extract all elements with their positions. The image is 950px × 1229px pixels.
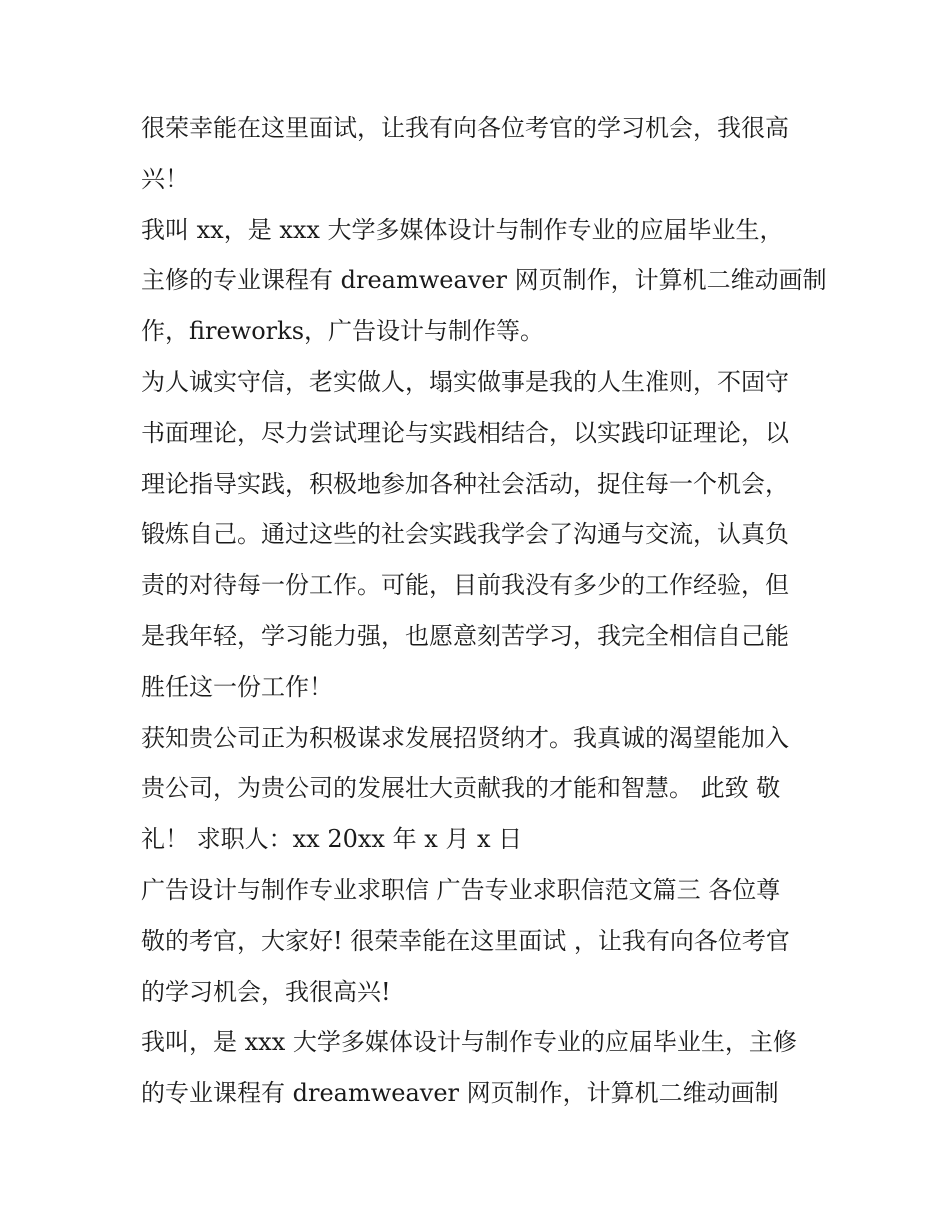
text-line: 敬的考官，大家好! 很荣幸能在这里面试 ，让我有向各位考官 (141, 926, 790, 955)
text-line: 广告设计与制作专业求职信 广告专业求职信范文篇三 各位尊 (141, 875, 781, 904)
text-line: 兴！ (141, 164, 189, 193)
text-line: 很荣幸能在这里面试，让我有向各位考官的学习机会，我很高 (141, 114, 789, 142)
text-line: 书面理论，尽力尝试理论与实践相结合，以实践印证理论，以 (141, 418, 789, 447)
text-line: 责的对待每一份工作。可能，目前我没有多少的工作经验，但 (141, 571, 789, 600)
text-line: 为人诚实守信，老实做人，塌实做事是我的人生准则，不固守 (141, 367, 789, 396)
text-line: 胜任这一份工作！ (141, 672, 333, 701)
text-line: 获知贵公司正为积极谋求发展招贤纳才。我真诚的渴望能加入 (141, 723, 789, 752)
text-line: 锻炼自己。通过这些的社会实践我学会了沟通与交流，认真负 (141, 520, 789, 549)
text-line: 主修的专业课程有 dreamweaver 网页制作，计算机二维动画制 (141, 266, 827, 295)
text-line: 我叫 xx，是 xxx 大学多媒体设计与制作专业的应届毕业生， (141, 215, 784, 244)
text-line: 作，fireworks，广告设计与制作等。 (141, 317, 545, 346)
text-line: 的学习机会，我很高兴! (141, 977, 391, 1006)
text-line: 理论指导实践，积极地参加各种社会活动，捉住每一个机会， (141, 469, 789, 498)
text-line: 礼！ 求职人：xx 20xx 年 x 月 x 日 (141, 825, 523, 854)
letter-body (141, 103, 841, 1119)
text-line: 我叫，是 xxx 大学多媒体设计与制作专业的应届毕业生，主修 (141, 1028, 797, 1057)
text-line: 贵公司，为贵公司的发展壮大贡献我的才能和智慧。 此致 敬 (141, 774, 781, 803)
text-line: 的专业课程有 dreamweaver 网页制作，计算机二维动画制 (141, 1079, 779, 1108)
text-line: 是我年轻，学习能力强，也愿意刻苦学习，我完全相信自己能 (141, 621, 789, 650)
